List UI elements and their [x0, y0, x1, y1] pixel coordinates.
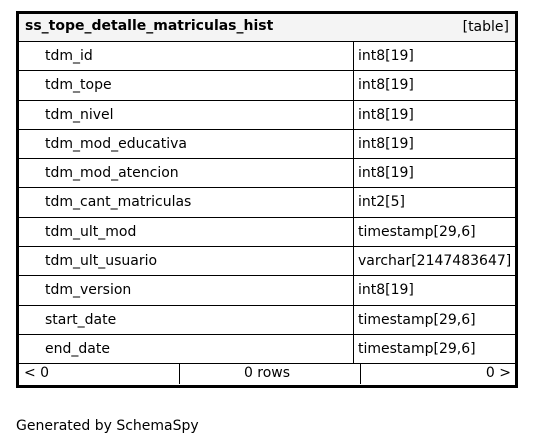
- column-row: [19, 42, 515, 71]
- column-type: timestamp[29,6]: [358, 340, 476, 357]
- child-count: 0 >: [485, 365, 511, 381]
- column-row: [19, 335, 515, 364]
- column-type: int8[19]: [358, 77, 414, 94]
- column-name: tdm_cant_matriculas: [45, 194, 192, 211]
- table-kind: [table]: [462, 19, 509, 35]
- column-divider: [353, 218, 354, 246]
- column-row: [19, 130, 515, 159]
- parent-count: < 0: [24, 365, 50, 381]
- column-type: int8[19]: [358, 135, 414, 152]
- column-name: tdm_id: [45, 48, 93, 64]
- row-count: 0 rows: [243, 365, 291, 381]
- footer-divider: [360, 364, 361, 384]
- column-divider: [353, 101, 354, 129]
- column-name: end_date: [45, 340, 110, 357]
- column-type: varchar[2147483647]: [358, 253, 512, 270]
- column-row: [19, 218, 515, 247]
- column-type: int8[19]: [358, 165, 414, 182]
- column-name: tdm_nivel: [45, 106, 114, 123]
- column-divider: [353, 159, 354, 187]
- column-type: int2[5]: [358, 194, 405, 211]
- column-divider: [353, 276, 354, 304]
- column-divider: [353, 247, 354, 275]
- column-list: [19, 42, 515, 364]
- column-name: tdm_version: [45, 282, 132, 299]
- column-type: int8[19]: [358, 282, 414, 299]
- column-name: tdm_mod_educativa: [45, 135, 187, 152]
- table-header: [19, 14, 515, 42]
- column-row: [19, 247, 515, 276]
- column-row: [19, 159, 515, 188]
- column-row: [19, 306, 515, 335]
- column-row: [19, 71, 515, 100]
- column-name: tdm_ult_usuario: [45, 253, 158, 270]
- column-divider: [353, 130, 354, 158]
- column-row: [19, 276, 515, 305]
- column-divider: [353, 335, 354, 363]
- column-name: tdm_tope: [45, 77, 112, 94]
- column-row: [19, 188, 515, 217]
- generated-by-caption: Generated by SchemaSpy: [16, 418, 199, 434]
- column-type: int8[19]: [358, 48, 414, 64]
- table-name: ss_tope_detalle_matriculas_hist: [25, 18, 274, 34]
- column-type: timestamp[29,6]: [358, 311, 476, 328]
- column-name: tdm_ult_mod: [45, 223, 137, 240]
- column-divider: [353, 71, 354, 99]
- column-row: [19, 101, 515, 130]
- column-name: tdm_mod_atencion: [45, 165, 179, 182]
- column-type: int8[19]: [358, 106, 414, 123]
- table-entity: [16, 11, 518, 388]
- column-divider: [353, 188, 354, 216]
- column-divider: [353, 42, 354, 70]
- column-divider: [353, 306, 354, 334]
- column-type: timestamp[29,6]: [358, 223, 476, 240]
- column-name: start_date: [45, 311, 117, 328]
- table-footer: [19, 362, 515, 385]
